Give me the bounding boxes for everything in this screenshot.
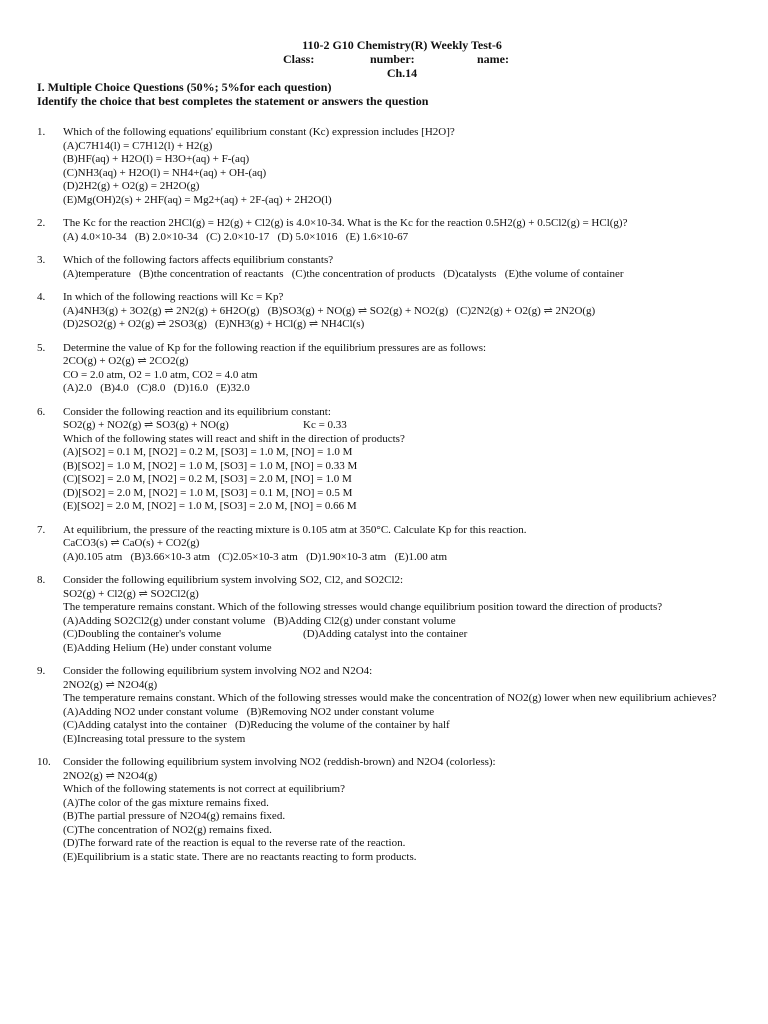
student-info-row [37,52,737,66]
given-pressures: CO = 2.0 atm, O2 = 1.0 atm, CO2 = 4.0 atm [63,368,258,381]
choice-e[interactable]: (E)Adding Helium (He) under constant volume [63,641,272,654]
equilibrium-constant: Kc = 0.33 [303,419,347,431]
question-number: 9. [37,665,46,677]
name-label: name: [477,52,509,66]
question-stem: Which of the following equations' equilibrium constant (Kc) expression includes [H2O]? [63,126,455,138]
choice-b[interactable]: (B)HF(aq) + H2O(l) = H3O+(aq) + F-(aq) [63,153,250,165]
choice-b[interactable]: (B) 2.0×10-34 [134,230,198,243]
question-stem: At equilibrium, the pressure of the reacting mixture is 0.105 atm at 350°C. Calculate Kp for this reaction. [63,523,527,536]
reaction-equation: 2NO2(g) ⇌ N2O4(g) [63,769,158,782]
choice-c[interactable]: (C)Adding catalyst into the container [63,719,227,731]
question-stem: Consider the following equilibrium system involving SO2, Cl2, and SO2Cl2: [63,574,404,586]
choice-a[interactable]: (A) 4.0×10-34 [63,230,127,243]
choice-d[interactable]: (D)1.90×10-3 atm [306,550,387,563]
choice-c[interactable]: (C)2.05×10-3 atm [218,550,298,563]
test-title: 110-2 G10 Chemistry(R) Weekly Test-6 [302,38,502,52]
choice-a[interactable]: (A)[SO2] = 0.1 M, [NO2] = 0.2 M, [SO3] = 1.0 M, [NO] = 1.0 M [63,446,353,458]
choice-c[interactable]: (C)2N2(g) + O2(g) ⇌ 2N2O(g) [456,304,596,317]
choice-a[interactable]: (A)C7H14(l) = C7H12(l) + H2(g) [63,139,213,152]
question-3 [37,254,737,281]
question-8 [37,574,737,655]
choice-b[interactable]: (B)[SO2] = 1.0 M, [NO2] = 1.0 M, [SO3] = 1.0 M, [NO] = 0.33 M [63,459,358,472]
question-stem: Determine the value of Kp for the following reaction if the equilibrium pressures are as follows: [63,341,487,354]
choice-d[interactable]: (D) 5.0×1016 [277,230,338,243]
choice-e[interactable]: (E)Mg(OH)2(s) + 2HF(aq) = Mg2+(aq) + 2F-(aq) + 2H2O(l) [63,193,332,206]
choice-a[interactable]: (A)4NH3(g) + 3O2(g) ⇌ 2N2(g) + 6H2O(g) [63,304,260,317]
choice-d[interactable]: (D)The forward rate of the reaction is equal to the reverse rate of the reaction. [63,837,406,849]
question-6 [37,406,737,514]
question-stem: Consider the following equilibrium system involving NO2 and N2O4: [63,665,373,677]
question-number: 4. [37,291,46,303]
choice-a[interactable]: (A)Adding NO2 under constant volume [63,705,239,718]
question-stem: Which of the following factors affects equilibrium constants? [63,254,334,266]
choice-b[interactable]: (B)3.66×10-3 atm [130,550,211,563]
question-number: 5. [37,341,46,354]
choice-d[interactable]: (D)catalysts [443,267,497,280]
reaction-equation: 2NO2(g) ⇌ N2O4(g) [63,678,158,691]
choice-e[interactable]: (E)Equilibrium is a static state. There are no reactants reacting to form products. [63,850,417,863]
choice-a[interactable]: (A)The color of the gas mixture remains fixed. [63,796,269,809]
choice-c[interactable]: (C)[SO2] = 2.0 M, [NO2] = 0.2 M, [SO3] = 2.0 M, [NO] = 1.0 M [63,473,352,485]
question-prompt: The temperature remains constant. Which of the following stresses would change equilibrium position toward the direction of products? [63,601,663,613]
question-number: 2. [37,217,46,229]
question-number: 1. [37,126,46,138]
section-instruction: Identify the choice that best completes the statement or answers the question [37,94,429,108]
choice-d[interactable]: (D)[SO2] = 2.0 M, [NO2] = 1.0 M, [SO3] = 0.1 M, [NO] = 0.5 M [63,486,353,499]
choice-e[interactable]: (E)Increasing total pressure to the system [63,732,246,745]
question-stem: Consider the following reaction and its equilibrium constant: [63,405,331,418]
choice-d[interactable]: (D)Reducing the volume of the container by half [234,719,450,731]
choice-a[interactable]: (A)0.105 atm [63,550,123,563]
question-prompt: The temperature remains constant. Which of the following stresses would make the concentration of NO2(g) lower when new equilibrium achieves? [63,692,717,704]
question-number: 3. [37,254,46,266]
question-number: 10. [37,756,51,768]
question-number: 6. [37,405,46,418]
choice-b[interactable]: (B)the concentration of reactants [139,267,284,280]
reaction-equation: SO2(g) + NO2(g) ⇌ SO3(g) + NO(g) [63,419,229,431]
choice-e[interactable]: (E)the volume of container [504,267,624,280]
choice-c[interactable]: (C)NH3(aq) + H2O(l) = NH4+(aq) + OH-(aq) [63,166,267,179]
class-label: Class: [283,52,315,66]
choice-c[interactable]: (C)the concentration of products [291,267,436,280]
choice-b[interactable]: (B)SO3(g) + NO(g) ⇌ SO2(g) + NO2(g) [267,304,449,317]
choice-a[interactable]: (A)Adding SO2Cl2(g) under constant volume [63,614,266,627]
question-4 [37,291,737,332]
section-heading: I. Multiple Choice Questions (50%; 5%for each question) [37,80,332,94]
choice-c[interactable]: (C)The concentration of NO2(g) remains fixed. [63,823,272,836]
question-stem: Consider the following equilibrium system involving NO2 (reddish-brown) and N2O4 (colorless): [63,756,496,768]
choice-d[interactable]: (D)16.0 [173,382,209,394]
choice-e[interactable]: (E)1.00 atm [394,550,448,563]
reaction-equation: SO2(g) + Cl2(g) ⇌ SO2Cl2(g) [63,587,199,600]
question-10 [37,756,737,864]
choice-e[interactable]: (E)32.0 [216,382,250,394]
question-prompt: Which of the following states will react and shift in the direction of products? [63,432,405,445]
choice-d[interactable]: (D)Adding catalyst into the container [303,628,468,640]
choice-c[interactable]: (C)8.0 [136,382,166,394]
chapter-label: Ch.14 [386,66,418,80]
question-9 [37,665,737,746]
choice-a[interactable]: (A)temperature [63,267,131,280]
choice-c[interactable]: (C)Doubling the container's volume [63,628,222,640]
number-label: number: [370,52,415,66]
choice-b[interactable]: (B)The partial pressure of N2O4(g) remains fixed. [63,810,286,822]
choice-a[interactable]: (A)2.0 [63,382,93,394]
worksheet-page [37,38,737,864]
choice-e[interactable]: (E)[SO2] = 2.0 M, [NO2] = 1.0 M, [SO3] = 2.0 M, [NO] = 0.66 M [63,500,357,512]
choice-b[interactable]: (B)Adding Cl2(g) under constant volume [273,614,456,627]
choice-d[interactable]: (D)2H2(g) + O2(g) = 2H2O(g) [63,180,200,192]
reaction-equation: 2CO(g) + O2(g) ⇌ 2CO2(g) [63,355,189,367]
choice-e[interactable]: (E)NH3(g) + HCl(g) ⇌ NH4Cl(s) [215,318,365,330]
choice-b[interactable]: (B)4.0 [100,382,129,394]
question-number: 7. [37,523,46,536]
choice-b[interactable]: (B)Removing NO2 under constant volume [246,705,435,718]
reaction-equation: CaCO3(s) ⇌ CaO(s) + CO2(g) [63,537,200,549]
question-stem: In which of the following reactions will Kc = Kp? [63,291,284,303]
choice-c[interactable]: (C) 2.0×10-17 [206,230,270,243]
choice-d[interactable]: (D)2SO2(g) + O2(g) ⇌ 2SO3(g) [63,318,207,330]
question-number: 8. [37,574,46,586]
question-stem: The Kc for the reaction 2HCl(g) = H2(g) + Cl2(g) is 4.0×10-34. What is the Kc for the reaction 0.5H2(g) + 0.5Cl2(g) = HCl(g)? [63,217,628,229]
question-prompt: Which of the following statements is not correct at equilibrium? [63,783,345,795]
question-5 [37,342,737,396]
choice-e[interactable]: (E) 1.6×10-67 [345,230,409,243]
question-7 [37,524,737,565]
question-2 [37,217,737,244]
question-1 [37,126,737,207]
